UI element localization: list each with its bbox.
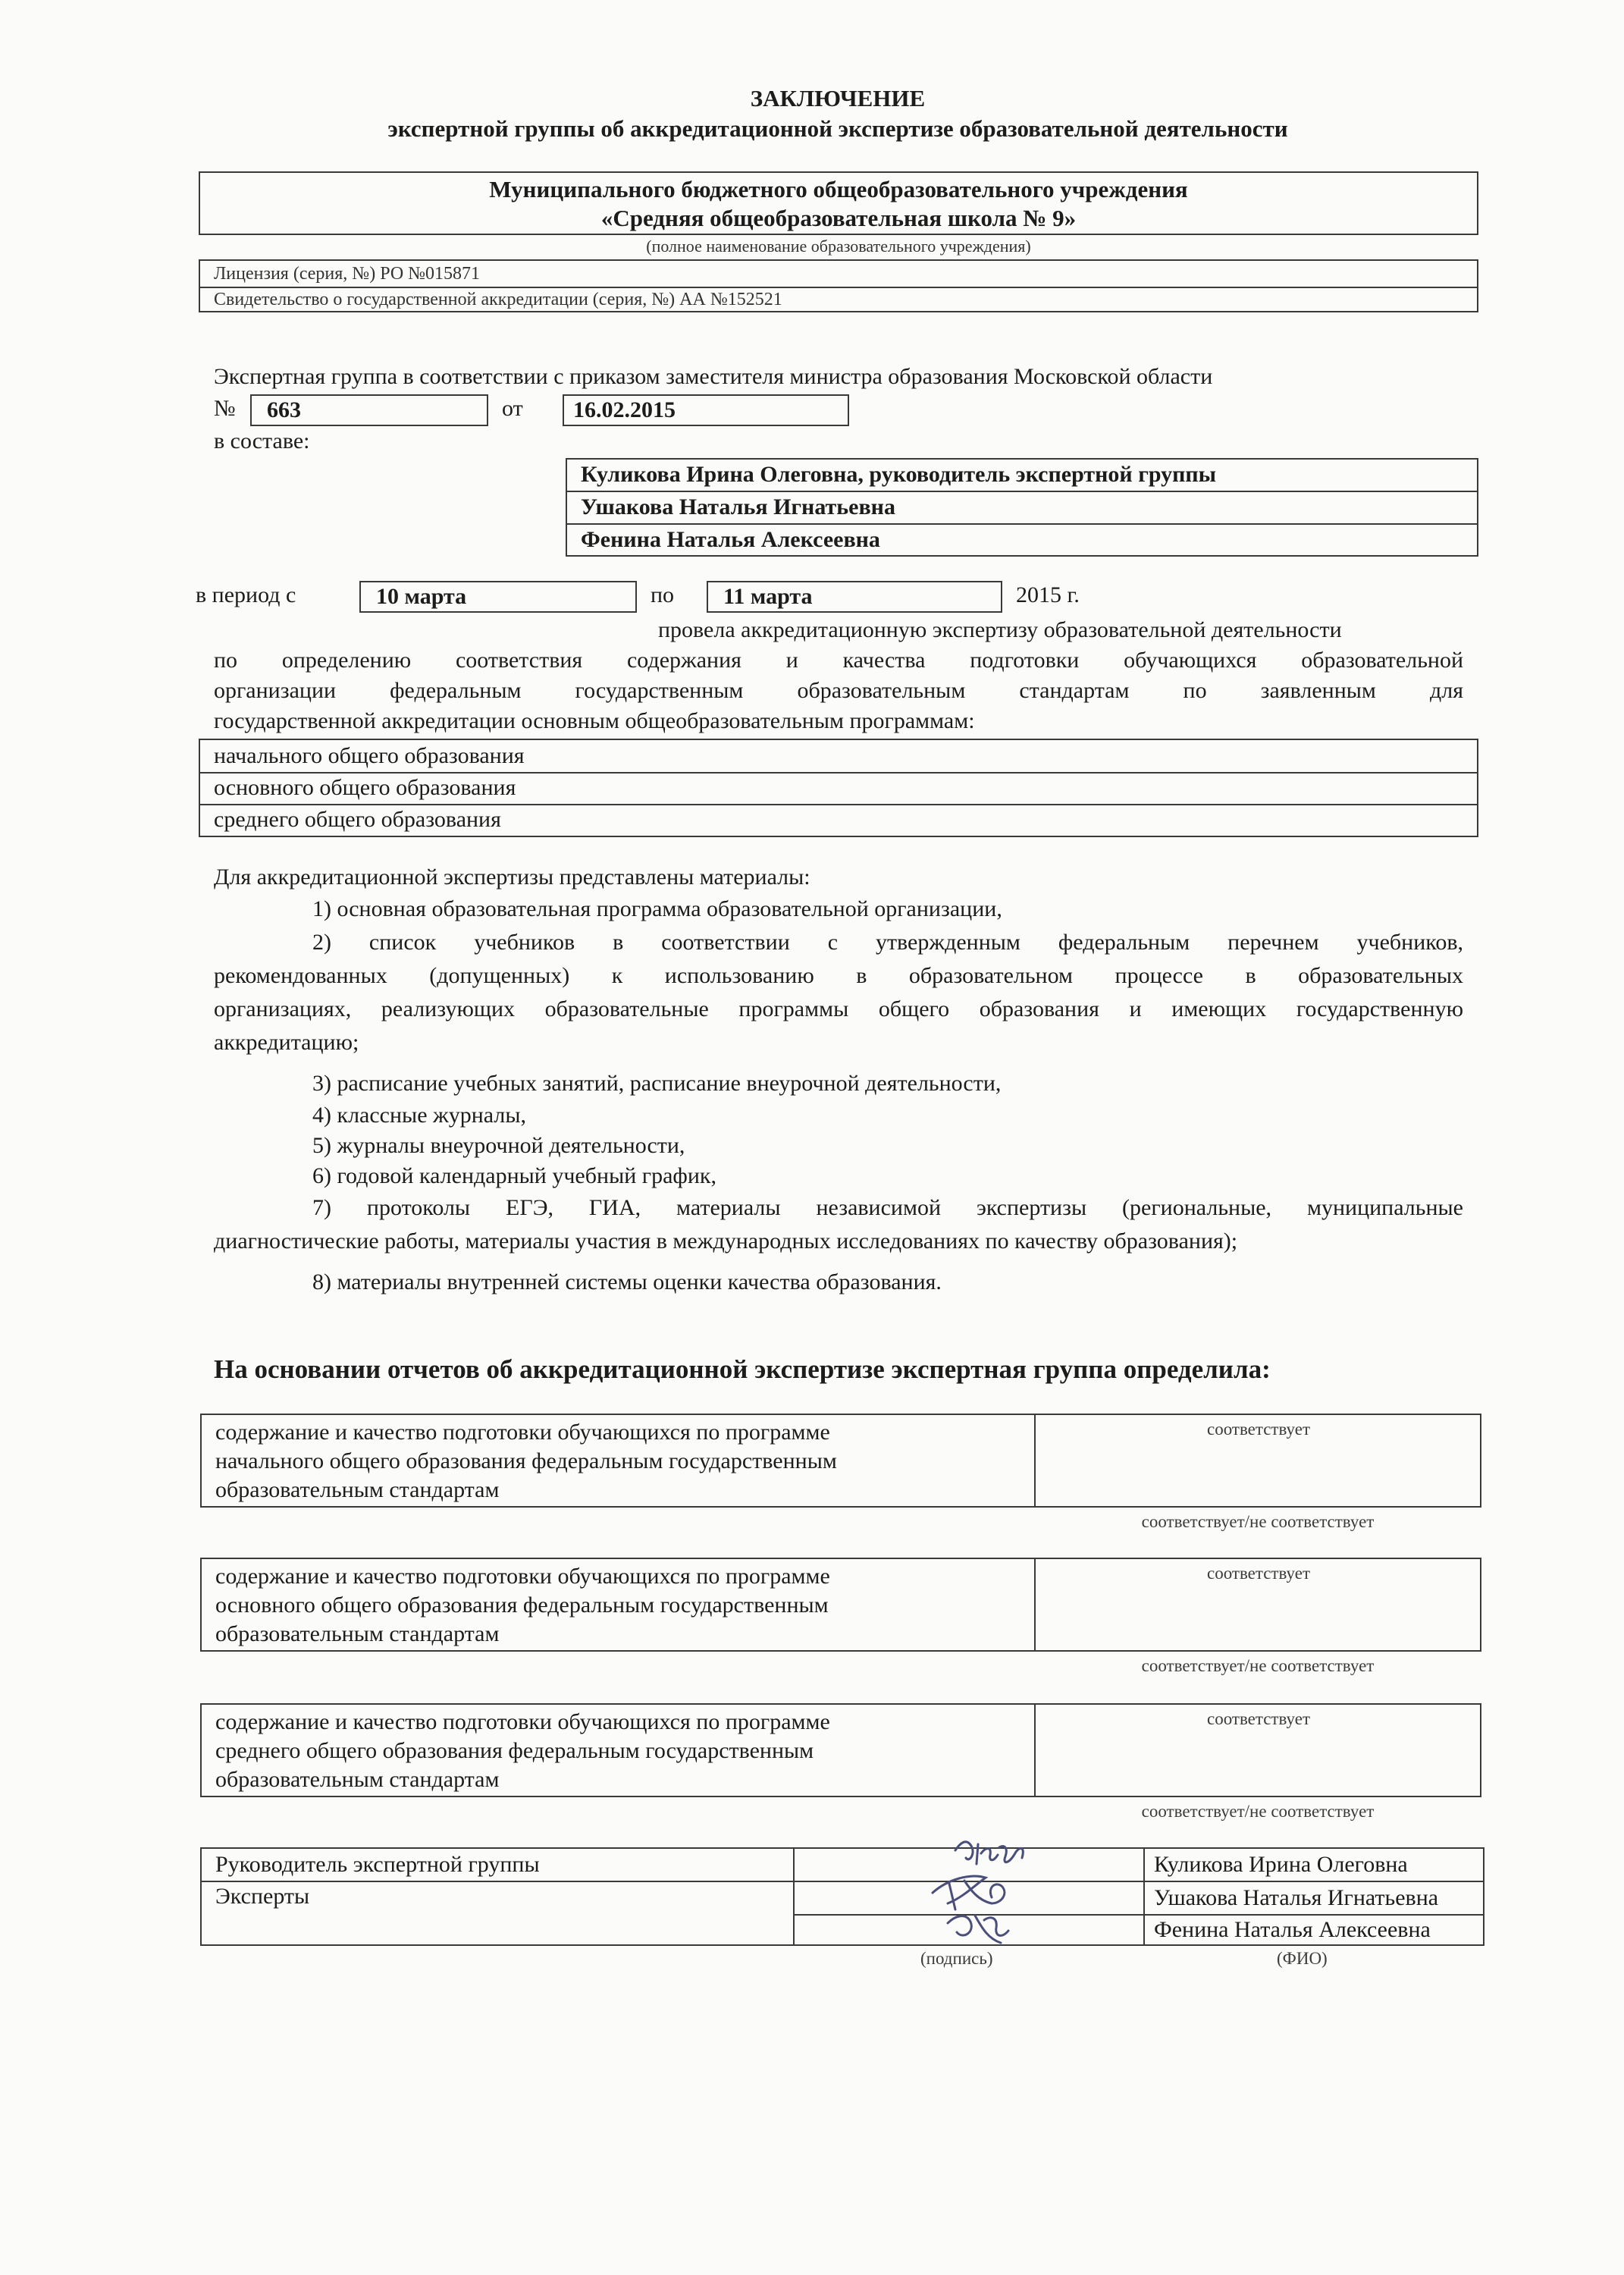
member-row: Куликова Ирина Олеговна, руководитель экспертной группы [581, 462, 1217, 487]
finding-criterion-line: содержание и качество подготовки обучающихся по программе [215, 1564, 830, 1589]
finding-result-caption: соответствует/не соответствует [1141, 1656, 1375, 1675]
finding-criterion-line: среднего общего образования федеральным государственным [215, 1738, 814, 1763]
materials-item: 6) годовой календарный учебный график, [312, 1163, 716, 1188]
materials-item-continued: рекомендованных (допущенных) к использованию в образовательном процессе в образовательных [214, 963, 1463, 988]
finding-criterion [215, 1562, 1027, 1649]
document-title: ЗАКЛЮЧЕНИЕ [750, 85, 926, 111]
materials-item-continued: организациях, реализующих образовательные программы общего образования и имеющих государственную [214, 996, 1463, 1021]
period-year: 2015 г. [1016, 582, 1080, 607]
program-row: среднего общего образования [214, 807, 501, 832]
finding-result-caption: соответствует/не соответствует [1141, 1512, 1375, 1531]
signature-stroke [955, 1842, 1023, 1864]
finding-result: соответствует [1206, 1564, 1310, 1583]
materials-item: 2) список учебников в соответствии с утвержденным федеральным перечнем учебников, [312, 930, 1463, 955]
materials-item: 1) основная образовательная программа образовательной организации, [312, 896, 1002, 921]
order-number-value: 663 [267, 397, 301, 422]
period-text-line1: провела аккредитационную экспертизу образовательной деятельности [658, 617, 1342, 642]
signatures-row-divider [202, 1881, 1483, 1882]
leader-label: Руководитель экспертной группы [215, 1852, 540, 1877]
materials-item: 8) материалы внутренней системы оценки качества образования. [312, 1269, 942, 1294]
institution-name-line1: Муниципального бюджетного общеобразовательного учреждения [489, 176, 1188, 202]
order-intro: Экспертная группа в соответствии с приказом заместителя министра образования Московской области [214, 364, 1213, 389]
signature-caption: (подпись) [920, 1949, 993, 1968]
period-text-line4: государственной аккредитации основным общеобразовательным программам: [214, 708, 975, 733]
institution-name-line2: «Средняя общеобразовательная школа № 9» [600, 205, 1077, 231]
materials-item-continued: аккредитацию; [214, 1030, 359, 1055]
materials-item: 4) классные журналы, [312, 1103, 526, 1128]
period-to-field [707, 581, 1002, 613]
license-divider [200, 287, 1477, 288]
license-text: Лицензия (серия, №) РО №015871 [214, 264, 481, 284]
materials-item: 7) протоколы ЕГЭ, ГИА, материалы независимой экспертизы (региональные, муниципальные [312, 1195, 1463, 1220]
institution-name-box [199, 171, 1478, 235]
materials-item-continued: диагностические работы, материалы участия в международных исследованиях по качеству образования); [214, 1228, 1238, 1254]
signatures-row-divider [793, 1914, 1483, 1916]
period-from-field [359, 581, 637, 613]
order-date-label: от [502, 396, 523, 421]
signatures-column-divider [793, 1849, 795, 1944]
finding-row [200, 1703, 1481, 1797]
findings-heading: На основании отчетов об аккредитационной экспертизе экспертная группа определила: [214, 1354, 1271, 1384]
materials-item: 3) расписание учебных занятий, расписание внеурочной деятельности, [312, 1071, 1002, 1096]
finding-result: соответствует [1206, 1420, 1310, 1439]
member-row-divider [567, 523, 1477, 525]
signatures-column-divider [1143, 1849, 1145, 1944]
finding-criterion-line: содержание и качество подготовки обучающихся по программе [215, 1420, 830, 1445]
order-number-field [250, 394, 488, 426]
program-row: начального общего образования [214, 743, 525, 768]
finding-criterion-line: содержание и качество подготовки обучающихся по программе [215, 1709, 830, 1734]
license-box [199, 259, 1478, 312]
accreditation-text: Свидетельство о государственной аккредитации (серия, №) АА №152521 [214, 290, 782, 309]
finding-result-caption: соответствует/не соответствует [1141, 1802, 1375, 1821]
finding-row [200, 1558, 1481, 1652]
composition-label: в составе: [214, 428, 310, 453]
period-from-value: 10 марта [376, 584, 467, 609]
member-row: Ушакова Наталья Игнатьевна [581, 494, 895, 519]
order-date-value: 16.02.2015 [573, 397, 676, 422]
finding-criterion [215, 1708, 1027, 1794]
order-number-label: № [214, 396, 236, 421]
signatures-table [200, 1847, 1484, 1946]
name-caption: (ФИО) [1277, 1949, 1328, 1968]
period-text-line2: по определению соответствия содержания и качества подготовки обучающихся образовательной [214, 648, 1463, 673]
signatory-name: Куликова Ирина Олеговна [1154, 1852, 1408, 1877]
signatory-name: Фенина Наталья Алексеевна [1154, 1917, 1431, 1942]
finding-result: соответствует [1206, 1709, 1310, 1728]
finding-row [200, 1414, 1481, 1508]
finding-criterion-line: образовательным стандартам [215, 1621, 500, 1646]
document-subtitle: экспертной группы об аккредитационной экспертизе образовательной деятельности [387, 115, 1288, 142]
finding-criterion-line: образовательным стандартам [215, 1477, 500, 1502]
signatory-name: Ушакова Наталья Игнатьевна [1154, 1885, 1439, 1910]
finding-criterion-line: основного общего образования федеральным государственным [215, 1592, 829, 1618]
period-from-label: в период с [196, 582, 296, 607]
materials-intro: Для аккредитационной экспертизы представлены материалы: [214, 864, 810, 890]
program-row-divider [200, 772, 1477, 774]
period-to-value: 11 марта [723, 584, 813, 609]
experts-label: Эксперты [215, 1884, 310, 1909]
handwritten-signatures [902, 1825, 1077, 1961]
order-date-field [563, 394, 849, 426]
signature-stroke [948, 1916, 1008, 1943]
signature-stroke [933, 1876, 1005, 1909]
finding-criterion-line: начального общего образования федеральным государственным [215, 1448, 837, 1473]
program-row-divider [200, 804, 1477, 805]
materials-item: 5) журналы внеурочной деятельности, [312, 1133, 685, 1158]
period-text-line3: организации федеральным государственным образовательным стандартам по заявленным для [214, 678, 1463, 703]
finding-criterion-line: образовательным стандартам [215, 1767, 500, 1792]
period-to-label: по [651, 582, 675, 607]
finding-criterion [215, 1418, 1027, 1505]
expert-members-table [566, 458, 1478, 557]
member-row: Фенина Наталья Алексеевна [581, 527, 880, 552]
institution-name-caption: (полное наименование образовательного учреждения) [646, 237, 1031, 256]
program-row: основного общего образования [214, 775, 516, 800]
programs-table [199, 739, 1478, 837]
member-row-divider [567, 491, 1477, 492]
